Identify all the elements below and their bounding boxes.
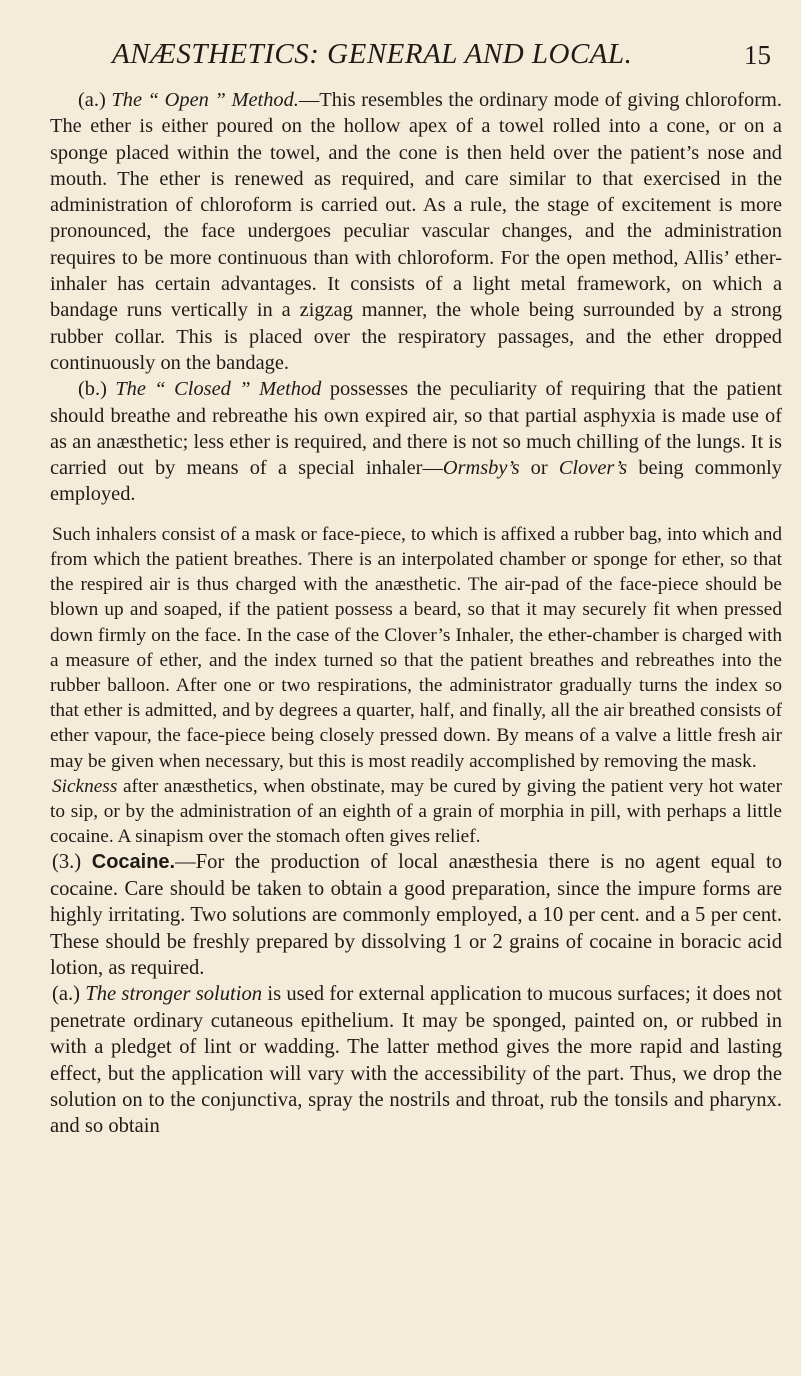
cocaine-label: (3.) (52, 851, 82, 874)
closed-method-text: possesses the peculiarity of requiring that the patient should breathe and rebreathe his own expired air, so that partial asphyxia is made use of as an anæsthetic; less ether is required, and there is not so much chilling of the lungs. It is carried out by means of a special inhaler— (50, 378, 782, 480)
sickness-text: after anæsthetics, when obstinate, may be cured by giving the patient very hot water to sip, or by the administration of an eighth of a grain of morphia in pill, with perhaps a little cocaine. A sinapism over the stomach often gives relief. (50, 775, 782, 848)
ormsby-inhaler: Ormsby’s (442, 457, 520, 480)
closed-method-title: The “ Closed ” Method (115, 378, 322, 401)
clover-inhaler: Clover’s (558, 457, 628, 480)
cocaine-heading: Cocaine. (91, 851, 176, 874)
open-method-title: The “ Open ” Method. (111, 89, 299, 111)
closed-method-label: (b.) (78, 378, 107, 401)
cocaine-text: —For the production of local anæsthesia there is no agent equal to cocaine. Care should be taken to obtain a good preparation, since the impure forms are highly irritating. Two solutions are commonly employed, a 10 per cent. and a 5 per cent. These should be freshly prepared by dissolving 1 or 2 grains of cocaine in boracic acid lotion, as required. (50, 851, 782, 980)
open-method-label: (a.) (78, 89, 106, 111)
paragraph-open-method (50, 87, 782, 376)
running-title: ANÆSTHETICS: GENERAL AND LOCAL. (112, 38, 633, 70)
paragraph-stronger-solution (50, 981, 782, 1139)
page-header (0, 38, 801, 78)
stronger-text: is used for external application to mucous surfaces; it does not penetrate ordinary cutaneous epithelium. It may be sponged, painted on, or rubbed in with a pledget of lint or wadding. The latter method gives the more rapid and lasting effect, but the application will vary with the accessibility of the part. Thus, we drop the solution on to the conjunctiva, spray the nostrils and throat, rub the tonsils and pharynx. and so obtain (50, 983, 782, 1138)
closed-method-text-end: being commonly employed. (50, 457, 782, 506)
open-method-text: —This resembles the ordinary mode of giving chloroform. The ether is either poured on the hollow apex of a towel rolled into a cone, or on a sponge placed within the towel, and the cone is then held over the patient’s nose and mouth. The ether is renewed as required, and care similar to that exercised in the administration of chloroform is carried out. As a rule, the stage of excitement is more pronounced, the face undergoes peculiar vascular changes, and the administration requires to be more continuous than with chloroform. For the open method, Allis’ ether-inhaler has certain advantages. It consists of a light metal framework, on which a bandage runs vertically in a zigzag manner, the whole being surrounded by a strong rubber collar. This is placed over the respiratory passages, and the ether dropped continuously on the bandage. (50, 89, 782, 374)
closed-or: or (519, 457, 559, 480)
paragraph-sickness (50, 774, 782, 850)
stronger-label: (a.) (52, 983, 81, 1006)
paragraph-cocaine (50, 849, 782, 981)
page-number: 15 (744, 40, 771, 70)
paragraph-closed-method (50, 376, 782, 507)
cocaine-section (50, 849, 782, 1139)
body-text (50, 87, 782, 1140)
stronger-title: The stronger solution (85, 983, 263, 1006)
paragraph-inhalers: Such inhalers consist of a mask or face-piece, to which is affixed a rubber bag, into which and from which the patient breathes. There is an interpolated chamber or sponge for ether, so that the respired air is thus charged with the anæsthetic. The air-pad of the face-piece should be blown up and soaped, if the patient possess a beard, so that it may securely fit when pressed down firmly on the face. In the case of the Clover’s Inhaler, the ether-chamber is charged with a measure of ether, and the index turned so that the patient breathes and rebreathes into the rubber balloon. After one or two respirations, the administrator gradually turns the index so that ether is admitted, and by degrees a quarter, half, and finally, all the air breathed consists of ether vapour, the face-piece being closely pressed down. By means of a valve a little fresh air may be given when necessary, but this is most readily accomplished by removing the mask. (50, 523, 782, 772)
sickness-title: Sickness (52, 775, 118, 797)
